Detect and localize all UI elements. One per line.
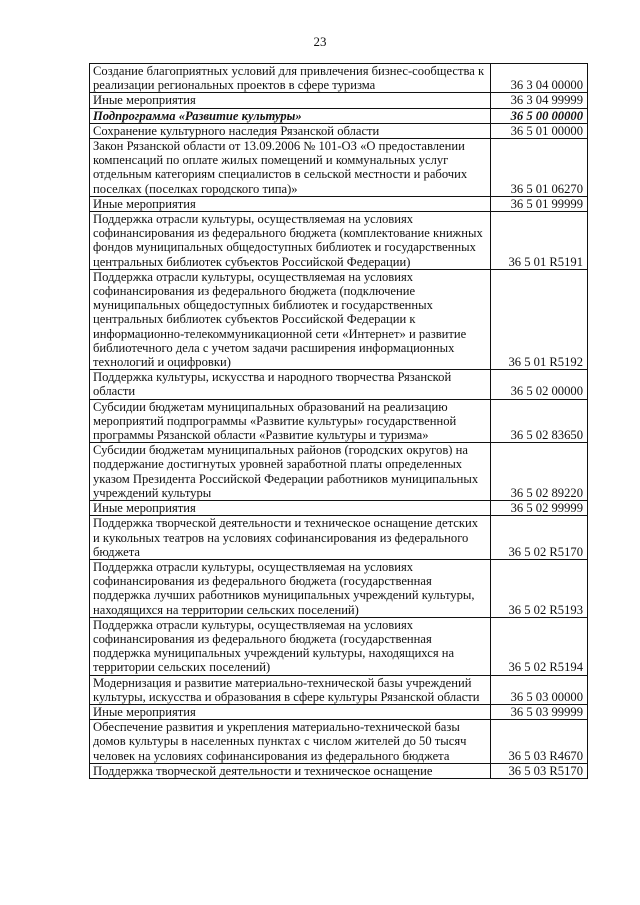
budget-classification-table — [89, 63, 588, 779]
row-name-cell: Создание благоприятных условий для привлечения бизнес-сообщества к реализации региональных проектов в сфере туризма — [90, 64, 491, 93]
row-code-cell: 36 5 01 00000 — [491, 123, 588, 138]
row-name-cell: Подпрограмма «Развитие культуры» — [90, 108, 491, 123]
table-row — [90, 196, 588, 211]
table-row — [90, 399, 588, 443]
row-code-cell: 36 5 02 R5194 — [491, 617, 588, 675]
row-code-cell: 36 5 02 00000 — [491, 370, 588, 399]
row-name-cell: Иные мероприятия — [90, 704, 491, 719]
row-name-cell: Иные мероприятия — [90, 196, 491, 211]
table-row — [90, 370, 588, 399]
row-code-cell: 36 5 01 R5191 — [491, 212, 588, 270]
row-code-cell: 36 5 02 R5193 — [491, 559, 588, 617]
row-code-cell: 36 5 01 06270 — [491, 139, 588, 197]
table-row — [90, 720, 588, 764]
row-name-cell: Иные мероприятия — [90, 93, 491, 108]
table-row — [90, 443, 588, 501]
row-name-cell: Субсидии бюджетам муниципальных образований на реализацию мероприятий подпрограммы «Развитие культуры» государственной программы Рязанской области «Развитие культуры и туризма» — [90, 399, 491, 443]
row-code-cell: 36 5 02 83650 — [491, 399, 588, 443]
table-row — [90, 704, 588, 719]
table-row — [90, 64, 588, 93]
row-code-cell: 36 5 03 00000 — [491, 675, 588, 704]
row-code-cell: 36 5 01 99999 — [491, 196, 588, 211]
row-code-cell: 36 5 03 99999 — [491, 704, 588, 719]
row-name-cell: Поддержка отрасли культуры, осуществляемая на условиях софинансирования из федерального бюджета (государственная поддержка лучших работников муниципальных учреждений культуры, находящихся на территории сельских поселений) — [90, 559, 491, 617]
row-name-cell: Поддержка отрасли культуры, осуществляемая на условиях софинансирования из федерального бюджета (подключение муниципальных общедоступных библиотек и государственных центральных библиотек субъектов Российской Федерации к информационно-телекоммуникационной сети «Интернет» и развитие библиотечного дела с учетом задачи расширения информационных технологий и оцифровки) — [90, 269, 491, 369]
table-body — [90, 64, 588, 779]
row-code-cell: 36 5 03 R4670 — [491, 720, 588, 764]
row-code-cell: 36 3 04 00000 — [491, 64, 588, 93]
table-row — [90, 501, 588, 516]
row-code-cell: 36 5 02 89220 — [491, 443, 588, 501]
page-number: 23 — [313, 34, 327, 49]
row-code-cell: 36 5 02 99999 — [491, 501, 588, 516]
row-name-cell: Поддержка отрасли культуры, осуществляемая на условиях софинансирования из федерального бюджета (государственная поддержка муниципальных учреждений культуры, находящихся на территории сельских поселений) — [90, 617, 491, 675]
row-name-cell: Поддержка культуры, искусства и народного творчества Рязанской области — [90, 370, 491, 399]
table-row — [90, 123, 588, 138]
row-name-cell: Модернизация и развитие материально-технической базы учреждений культуры, искусства и образования в сфере культуры Рязанской области — [90, 675, 491, 704]
table-row — [90, 108, 588, 123]
table-row — [90, 763, 588, 778]
row-name-cell: Поддержка творческой деятельности и техническое оснащение — [90, 763, 491, 778]
table-row — [90, 139, 588, 197]
table-row — [90, 212, 588, 270]
row-code-cell: 36 5 02 R5170 — [491, 516, 588, 560]
row-name-cell: Обеспечение развития и укрепления материально-технической базы домов культуры в населенных пунктах с числом жителей до 50 тысяч человек на условиях софинансирования из федерального бюджета — [90, 720, 491, 764]
row-code-cell: 36 5 03 R5170 — [491, 763, 588, 778]
row-name-cell: Поддержка отрасли культуры, осуществляемая на условиях софинансирования из федерального бюджета (комплектование книжных фондов муниципальных общедоступных библиотек и государственных центральных библиотек субъектов Российской Федерации) — [90, 212, 491, 270]
table-row — [90, 93, 588, 108]
row-name-cell: Сохранение культурного наследия Рязанской области — [90, 123, 491, 138]
row-name-cell: Поддержка творческой деятельности и техническое оснащение детских и кукольных театров на условиях софинансирования из федерального бюджета — [90, 516, 491, 560]
table-row — [90, 675, 588, 704]
table-row — [90, 617, 588, 675]
row-code-cell: 36 5 00 00000 — [491, 108, 588, 123]
table-row — [90, 559, 588, 617]
row-code-cell: 36 3 04 99999 — [491, 93, 588, 108]
row-name-cell: Закон Рязанской области от 13.09.2006 № 101-ОЗ «О предоставлении компенсаций по оплате жилых помещений и коммунальных услуг отдельным категориям специалистов в сельской местности и рабочих поселках (поселках городского типа)» — [90, 139, 491, 197]
row-code-cell: 36 5 01 R5192 — [491, 269, 588, 369]
row-name-cell: Субсидии бюджетам муниципальных районов (городских округов) на поддержание достигнутых уровней заработной платы определенных указом Президента Российской Федерации работников муниципальных учреждений культуры — [90, 443, 491, 501]
row-name-cell: Иные мероприятия — [90, 501, 491, 516]
table-row — [90, 516, 588, 560]
table-row — [90, 269, 588, 369]
